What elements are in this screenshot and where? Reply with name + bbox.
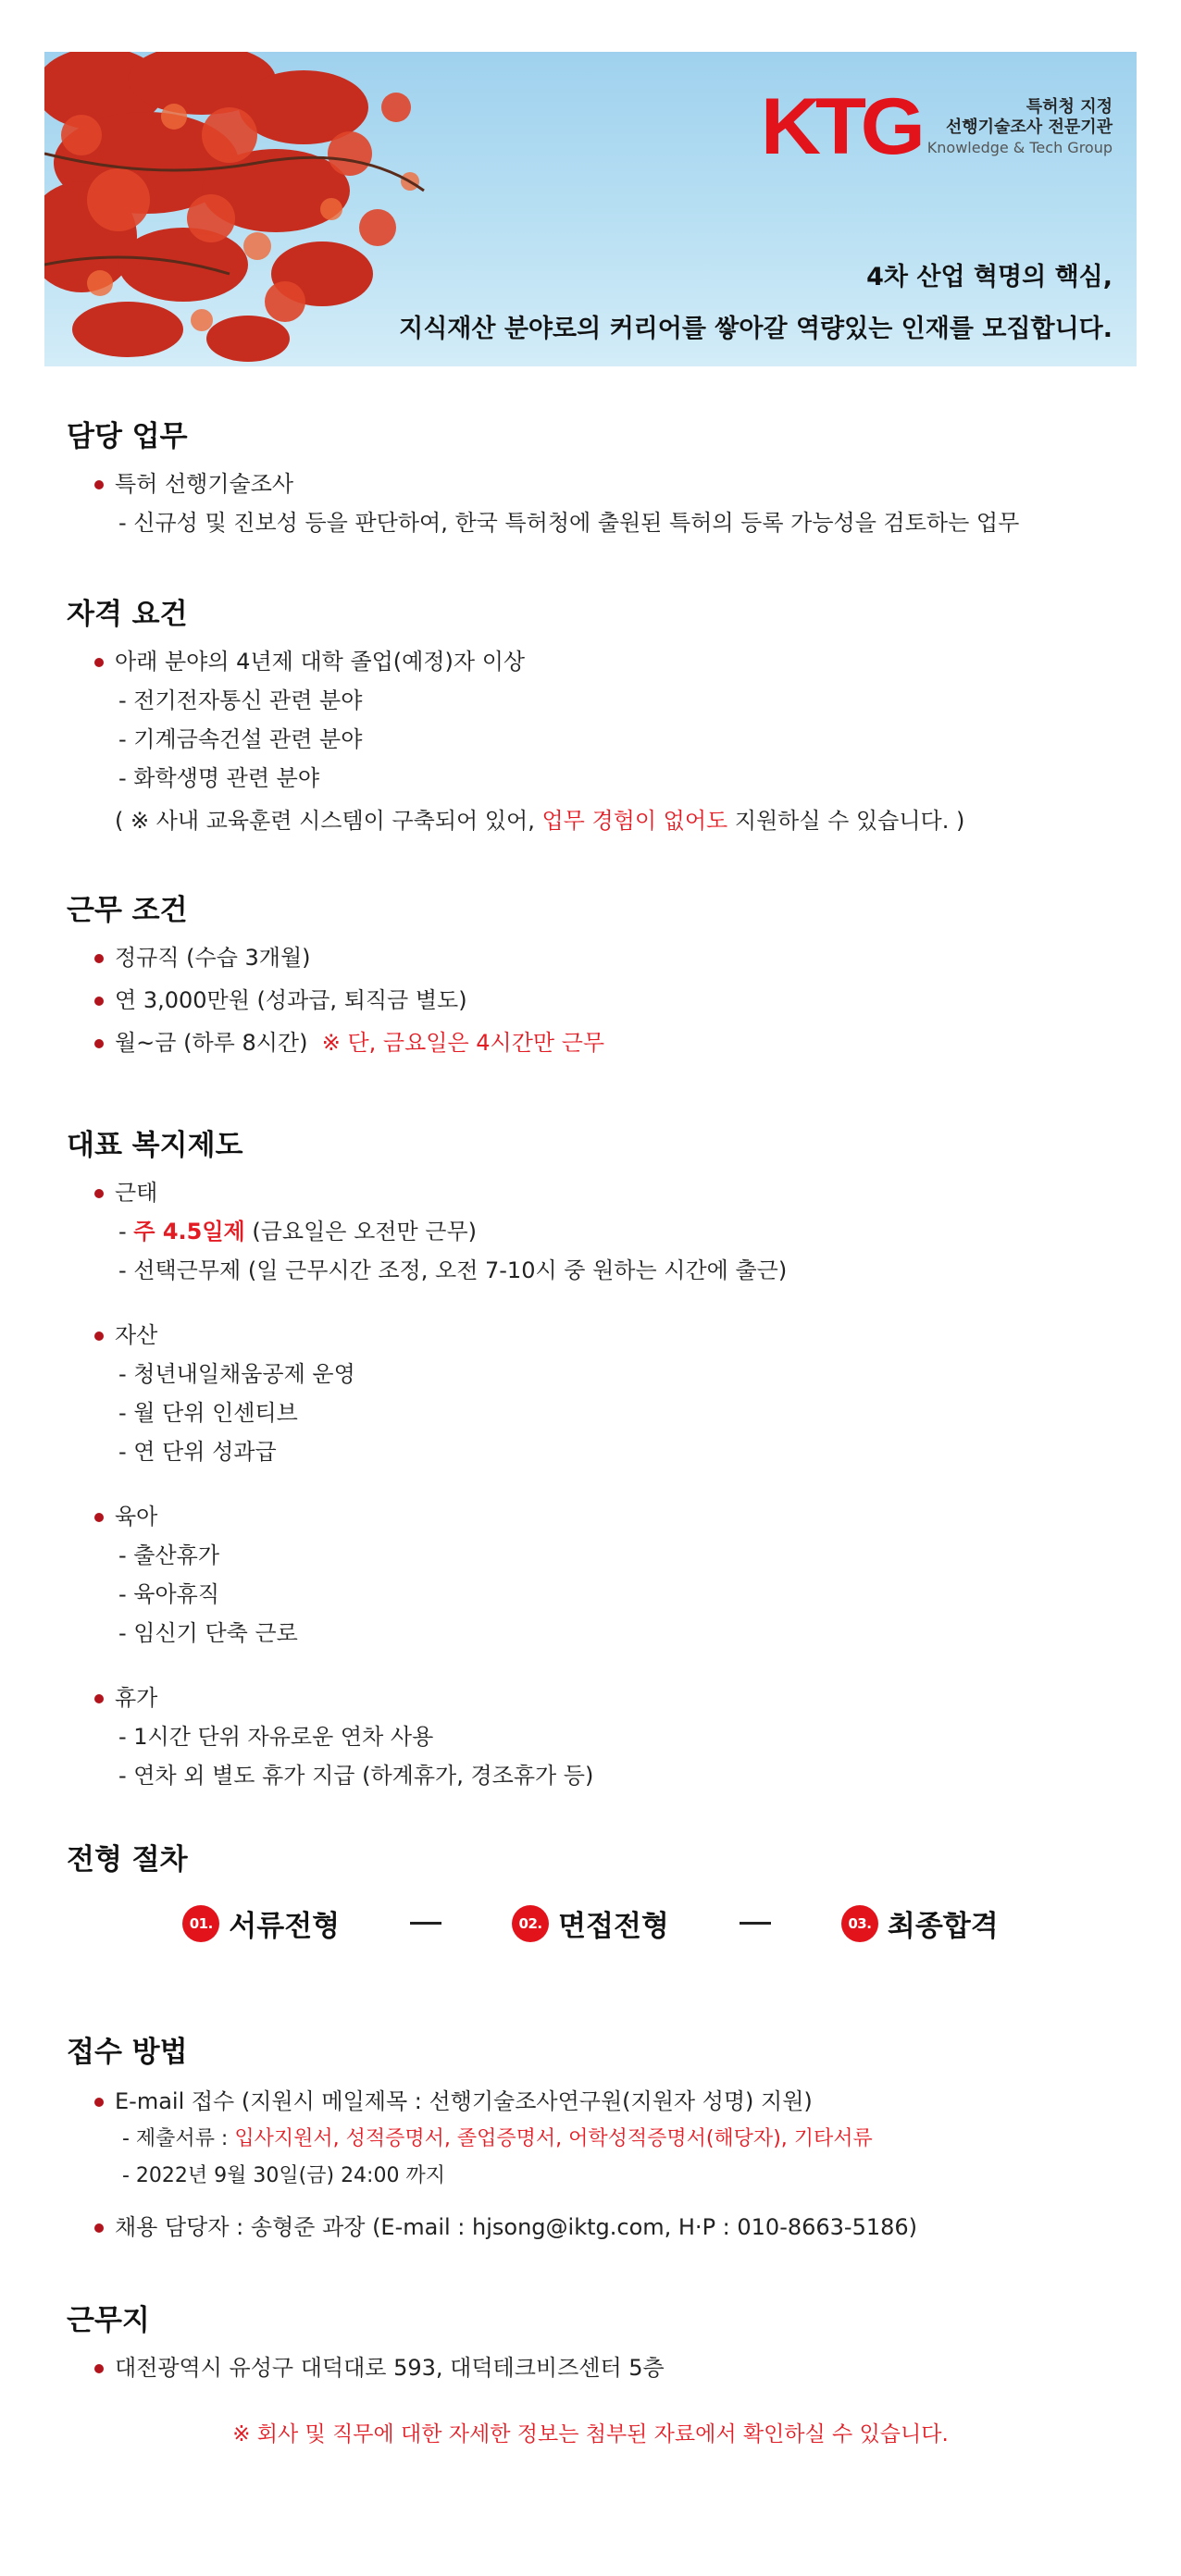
duty-detail: - 신규성 및 진보성 등을 판단하여, 한국 특허청에 출원된 특허의 등록 가능성을 검토하는 업무: [118, 510, 1020, 536]
welfare-attendance: 근태: [67, 1173, 1125, 1212]
welfare-section: [67, 1127, 1125, 1795]
apply-section: [67, 2034, 1125, 2247]
attendance-highlight: 주 4.5일제: [133, 1219, 245, 1245]
vacation-detail: - 연차 외 별도 휴가 지급 (하계휴가, 경조휴가 등): [118, 1763, 594, 1789]
maple-leaves-image: [44, 52, 442, 366]
attendance-detail: [67, 1212, 1125, 1251]
company-logo: [761, 82, 1113, 171]
qualification-field: - 전기전자통신 관련 분야: [118, 687, 363, 713]
banner-tagline: [399, 252, 1113, 355]
note-highlight: 업무 경험이 없어도: [541, 808, 728, 834]
location-address: 대전광역시 유성구 대덕대로 593, 대덕테크비즈센터 5층: [67, 2348, 1125, 2387]
childcare-detail: - 임신기 단축 근로: [118, 1620, 298, 1646]
apply-email-item: E-mail 접수 (지원시 메일제목 : 선행기술조사연구원(지원자 성명) 지원): [67, 2082, 1125, 2121]
process-step: [182, 1902, 340, 1944]
step-connector: [740, 1922, 771, 1925]
hours-note: ※ 단, 금요일은 4시간만 근무: [321, 1030, 605, 1056]
step-connector: [410, 1922, 441, 1925]
duty-section: [67, 418, 1125, 542]
note-text: 지원하실 수 있습니다. ): [727, 808, 965, 834]
note-text: ( ※ 사내 교육훈련 시스템이 구축되어 있어,: [115, 808, 542, 834]
apply-documents: [67, 2121, 1125, 2158]
step-label: 서류전형: [229, 1910, 341, 1943]
childcare-detail: - 육아휴직: [118, 1581, 220, 1607]
condition-item: 정규직 (수습 3개월): [67, 938, 1125, 977]
welfare-vacation: 휴가: [67, 1678, 1125, 1717]
location-section: [67, 2302, 1125, 2387]
detail-dash: -: [118, 1219, 134, 1245]
apply-contact-item: 채용 담당자 : 송형준 과장 (E-mail : hjsong@iktg.com, H·P : 010-8663-5186): [67, 2208, 1125, 2247]
step-number-badge: 01.: [182, 1905, 219, 1942]
apply-deadline: - 2022년 9월 30일(금) 24:00 까지: [122, 2164, 445, 2187]
qualification-field: - 기계금속건설 관련 분야: [118, 726, 363, 752]
docs-label: - 제출서류 :: [122, 2127, 235, 2150]
process-section: [67, 1841, 1125, 1878]
detail-text: (금요일은 오전만 근무): [244, 1219, 478, 1245]
ktg-logo-mark: KTG: [761, 82, 920, 171]
logo-specialty: 선행기술조사 전문기관: [945, 118, 1113, 137]
qualification-section: [67, 596, 1125, 840]
footer-note: ※ 회사 및 직무에 대한 자세한 정보는 첨부된 자료에서 확인하실 수 있습니다.: [232, 2422, 949, 2446]
section-title: 근무지: [67, 2304, 150, 2337]
tagline-line-1: 4차 산업 혁명의 핵심,: [866, 263, 1113, 291]
section-title: 대표 복지제도: [67, 1129, 243, 1162]
qualification-field: - 화학생명 관련 분야: [118, 765, 320, 791]
conditions-section: [67, 892, 1125, 1062]
step-label: 면접전형: [558, 1910, 669, 1943]
asset-detail: - 연 단위 성과급: [118, 1439, 277, 1465]
logo-english-name: Knowledge & Tech Group: [926, 138, 1113, 156]
step-number-badge: 03.: [841, 1905, 878, 1942]
tagline-line-2: 지식재산 분야로의 커리어를 쌓아갈 역량있는 인재를 모집합니다.: [399, 315, 1113, 343]
process-step: [512, 1902, 669, 1944]
duty-item: 특허 선행기술조사: [67, 464, 1125, 503]
process-steps: [44, 1902, 1137, 1944]
hours-text: 월~금 (하루 8시간): [115, 1030, 308, 1056]
step-label: 최종합격: [887, 1910, 999, 1943]
attendance-detail: - 선택근무제 (일 근무시간 조정, 오전 7-10시 중 원하는 시간에 출근): [118, 1257, 788, 1283]
condition-item: 연 3,000만원 (성과급, 퇴직금 별도): [67, 981, 1125, 1020]
section-title: 전형 절차: [67, 1843, 188, 1876]
condition-hours: [67, 1023, 1125, 1062]
docs-list: 입사지원서, 성적증명서, 졸업증명서, 어학성적증명서(해당자), 기타서류: [234, 2127, 873, 2150]
section-title: 근무 조건: [67, 894, 188, 927]
step-number-badge: 02.: [512, 1905, 549, 1942]
logo-caption: [927, 97, 1113, 157]
welfare-asset: 자산: [67, 1316, 1125, 1355]
asset-detail: - 청년내일채움공제 운영: [118, 1361, 355, 1387]
logo-designation: 특허청 지정: [1026, 96, 1113, 117]
section-title: 자격 요건: [67, 598, 188, 631]
section-title: 담당 업무: [67, 420, 188, 453]
vacation-detail: - 1시간 단위 자유로운 연차 사용: [118, 1724, 434, 1750]
childcare-detail: - 출산휴가: [118, 1542, 220, 1568]
qualification-item: 아래 분야의 4년제 대학 졸업(예정)자 이상: [67, 642, 1125, 681]
section-title: 접수 방법: [67, 2036, 188, 2069]
hero-banner: [44, 52, 1137, 366]
qualification-note: [67, 801, 1125, 840]
welfare-childcare: 육아: [67, 1497, 1125, 1536]
process-step: [841, 1902, 999, 1944]
asset-detail: - 월 단위 인센티브: [118, 1400, 298, 1426]
